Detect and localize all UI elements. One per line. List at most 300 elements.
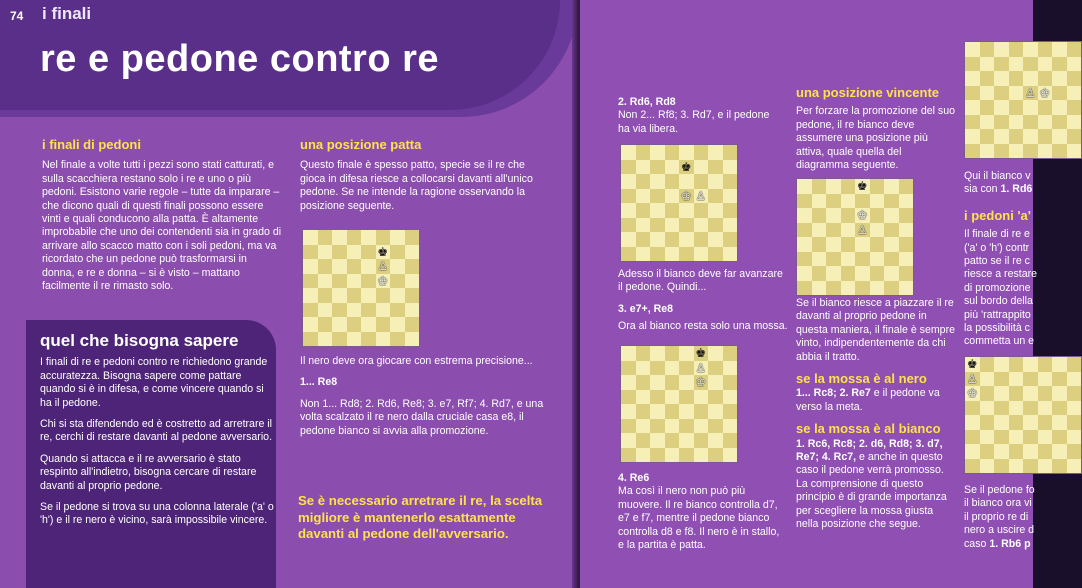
board-square bbox=[708, 375, 723, 390]
board-square bbox=[390, 317, 405, 332]
board-square bbox=[965, 129, 980, 144]
board-square bbox=[994, 42, 1009, 57]
board-square bbox=[980, 129, 995, 144]
black-king-icon: ♚ bbox=[856, 179, 868, 194]
board-square bbox=[1023, 386, 1038, 401]
board-square bbox=[870, 208, 885, 223]
board-square bbox=[332, 274, 347, 289]
text-cut-line: riesce a restare bbox=[964, 268, 1038, 281]
board-square bbox=[665, 160, 680, 175]
board-square bbox=[694, 174, 709, 189]
board-square bbox=[621, 160, 636, 175]
board-square bbox=[1023, 42, 1038, 57]
board-square bbox=[665, 218, 680, 233]
board-square bbox=[665, 361, 680, 376]
board-square bbox=[1052, 129, 1067, 144]
board-square bbox=[826, 208, 841, 223]
board-square bbox=[826, 281, 841, 296]
board-square bbox=[650, 174, 665, 189]
board-square bbox=[994, 129, 1009, 144]
board-square bbox=[1052, 100, 1067, 115]
board-square bbox=[1067, 129, 1082, 144]
chess-board-6 bbox=[964, 356, 1082, 474]
board-square bbox=[994, 372, 1009, 387]
board-square bbox=[797, 266, 812, 281]
board-square bbox=[965, 115, 980, 130]
board-square bbox=[636, 145, 651, 160]
board-square bbox=[1038, 129, 1053, 144]
text-winning-explanation: Se il bianco riesce a piazzare il re davanti al proprio pedone in questa maniera, il finale è sempre vinto, indipendentemente da chi abbia il tratto. bbox=[796, 297, 955, 363]
board-square bbox=[376, 259, 391, 274]
board-square bbox=[694, 145, 709, 160]
board-square bbox=[1038, 71, 1053, 86]
board-square bbox=[708, 189, 723, 204]
white-king-icon: ♔ bbox=[856, 208, 868, 223]
board-square bbox=[621, 404, 636, 419]
board-square bbox=[899, 237, 914, 252]
board-square bbox=[1023, 57, 1038, 72]
board-square bbox=[665, 375, 680, 390]
board-square bbox=[318, 245, 333, 260]
board-square bbox=[899, 252, 914, 267]
board-square bbox=[1023, 144, 1038, 159]
board-square bbox=[361, 288, 376, 303]
board-square bbox=[884, 194, 899, 209]
board-square bbox=[694, 404, 709, 419]
board-square bbox=[841, 179, 856, 194]
board-square bbox=[679, 145, 694, 160]
board-square bbox=[965, 415, 980, 430]
board-square bbox=[1067, 57, 1082, 72]
section-title: i finali bbox=[42, 4, 92, 23]
board-square bbox=[303, 230, 318, 245]
board-square bbox=[621, 419, 636, 434]
board-square bbox=[884, 237, 899, 252]
board-square bbox=[708, 448, 723, 463]
board-square bbox=[376, 245, 391, 260]
board-square bbox=[1009, 57, 1024, 72]
board-square bbox=[621, 247, 636, 262]
board-square bbox=[390, 259, 405, 274]
board-square bbox=[723, 361, 738, 376]
board-square bbox=[318, 303, 333, 318]
text-move-e7: Ora al bianco resta solo una mossa. bbox=[618, 320, 788, 333]
board-square bbox=[636, 160, 651, 175]
board-square bbox=[870, 252, 885, 267]
board-square bbox=[812, 252, 827, 267]
board-square bbox=[884, 281, 899, 296]
move-re8: 1... Re8 bbox=[300, 376, 338, 389]
board-square bbox=[1052, 115, 1067, 130]
board-square bbox=[665, 174, 680, 189]
board-square bbox=[694, 419, 709, 434]
board-square bbox=[679, 390, 694, 405]
board-square bbox=[665, 189, 680, 204]
board-square bbox=[708, 145, 723, 160]
board-square bbox=[797, 179, 812, 194]
board-square bbox=[1023, 129, 1038, 144]
board-square bbox=[723, 433, 738, 448]
board-square bbox=[855, 179, 870, 194]
board-square bbox=[650, 232, 665, 247]
board-square bbox=[694, 346, 709, 361]
board-square bbox=[980, 115, 995, 130]
board-square bbox=[621, 145, 636, 160]
board-square bbox=[679, 218, 694, 233]
board-square bbox=[318, 230, 333, 245]
middle-column bbox=[300, 138, 550, 221]
white-pawn-icon: ♙ bbox=[856, 222, 868, 237]
white-king-icon: ♔ bbox=[695, 375, 707, 390]
board-square bbox=[826, 252, 841, 267]
board-square bbox=[965, 144, 980, 159]
paragraph-drawn-intro: Questo finale è spesso patto, specie se il re che gioca in difesa riesce a collocarsi davanti all'unico pedone. Se ne intende la ragione osservando la posizione seguente. bbox=[300, 159, 533, 212]
board-square bbox=[826, 237, 841, 252]
board-square bbox=[1009, 357, 1024, 372]
board-square bbox=[1009, 144, 1024, 159]
board-square bbox=[347, 274, 362, 289]
board-square bbox=[965, 430, 980, 445]
text-move-re6: Ma così il nero non può più muovere. Il re bianco controlla d7, e7 e f7, mentre il pedone bianco controlla d8 e f8. Il nero è in stallo, e la partita è patta. bbox=[618, 485, 780, 552]
move-rd6: 2. Rd6, Rd8 bbox=[618, 96, 676, 108]
board-square bbox=[884, 208, 899, 223]
board-square bbox=[1067, 386, 1082, 401]
board-square bbox=[376, 303, 391, 318]
board-square bbox=[826, 223, 841, 238]
move-rb6-cut: 1. Rb6 p bbox=[989, 537, 1031, 550]
board-square bbox=[376, 288, 391, 303]
board-square bbox=[361, 303, 376, 318]
text-cut-line: il bianco ora vi bbox=[964, 497, 1032, 510]
board-square bbox=[812, 179, 827, 194]
board-square bbox=[636, 361, 651, 376]
board-square bbox=[797, 223, 812, 238]
board-square bbox=[694, 448, 709, 463]
chess-board-winning bbox=[796, 178, 914, 296]
board-square bbox=[708, 218, 723, 233]
board-square bbox=[390, 332, 405, 347]
board-square bbox=[1052, 144, 1067, 159]
board-square bbox=[1038, 100, 1053, 115]
heading-a-pawns: i pedoni 'a' bbox=[964, 207, 1031, 223]
board-square bbox=[812, 237, 827, 252]
board-square bbox=[636, 404, 651, 419]
board-square bbox=[332, 230, 347, 245]
board-square bbox=[855, 252, 870, 267]
board-square bbox=[708, 247, 723, 262]
board-square bbox=[665, 419, 680, 434]
board-square bbox=[1052, 401, 1067, 416]
board-square bbox=[347, 303, 362, 318]
board-square bbox=[1038, 42, 1053, 57]
board-square bbox=[665, 203, 680, 218]
board-square bbox=[1023, 444, 1038, 459]
board-square bbox=[650, 419, 665, 434]
white-pawn-icon: ♙ bbox=[377, 259, 389, 274]
board-square bbox=[636, 346, 651, 361]
board-square bbox=[361, 332, 376, 347]
black-king-icon: ♚ bbox=[966, 357, 978, 372]
text-cut-line: Qui il bianco v bbox=[964, 170, 1031, 182]
right-column-1-mid bbox=[618, 268, 788, 342]
board-square bbox=[1023, 372, 1038, 387]
board-square bbox=[723, 189, 738, 204]
board-square bbox=[303, 274, 318, 289]
board-square bbox=[665, 346, 680, 361]
board-square bbox=[723, 390, 738, 405]
board-square bbox=[405, 332, 420, 347]
board-square bbox=[694, 160, 709, 175]
board-square bbox=[1038, 386, 1053, 401]
text-winning-intro: Per forzare la promozione del suo pedone, il re bianco deve assumere una posizione più attiva, quale quella del diagramma seguente. bbox=[796, 105, 955, 172]
text-move-rd6: Non 2... Rf8; 3. Rd7, e il pedone ha via libera. bbox=[618, 109, 770, 135]
board-square bbox=[303, 288, 318, 303]
board-square bbox=[899, 194, 914, 209]
board-square bbox=[965, 100, 980, 115]
board-square bbox=[694, 218, 709, 233]
board-square bbox=[347, 332, 362, 347]
board-square bbox=[1067, 415, 1082, 430]
board-square bbox=[708, 232, 723, 247]
board-square bbox=[361, 259, 376, 274]
board-square bbox=[332, 332, 347, 347]
board-square bbox=[1009, 415, 1024, 430]
board-square bbox=[1052, 42, 1067, 57]
board-square bbox=[1067, 42, 1082, 57]
board-square bbox=[376, 230, 391, 245]
board-square bbox=[665, 232, 680, 247]
text-cut-line: più 'rattrappito bbox=[964, 308, 1031, 321]
board-square bbox=[405, 245, 420, 260]
board-square bbox=[855, 208, 870, 223]
right-column-3-lower bbox=[964, 484, 1054, 551]
heading-black-to-move: se la mossa è al nero bbox=[796, 371, 927, 387]
board-square bbox=[1052, 430, 1067, 445]
board-square bbox=[994, 100, 1009, 115]
board-square bbox=[994, 115, 1009, 130]
board-square bbox=[797, 208, 812, 223]
chess-board-5 bbox=[964, 41, 1082, 159]
board-square bbox=[1038, 86, 1053, 101]
move-e7: 3. e7+, Re8 bbox=[618, 302, 674, 315]
board-square bbox=[980, 444, 995, 459]
right-column-2-lower bbox=[796, 297, 956, 540]
board-square bbox=[303, 303, 318, 318]
board-square bbox=[841, 252, 856, 267]
board-square bbox=[980, 57, 995, 72]
board-square bbox=[899, 223, 914, 238]
board-square bbox=[965, 459, 980, 474]
board-square bbox=[694, 203, 709, 218]
board-square bbox=[708, 361, 723, 376]
board-square bbox=[723, 448, 738, 463]
board-square bbox=[621, 361, 636, 376]
board-square bbox=[841, 237, 856, 252]
board-square bbox=[841, 223, 856, 238]
board-square bbox=[841, 266, 856, 281]
chess-board-drawn bbox=[302, 229, 420, 347]
board-square bbox=[636, 247, 651, 262]
board-square bbox=[405, 274, 420, 289]
right-column-3 bbox=[964, 170, 1054, 349]
board-square bbox=[390, 303, 405, 318]
board-square bbox=[980, 459, 995, 474]
board-square bbox=[980, 86, 995, 101]
board-square bbox=[636, 419, 651, 434]
info-box-paragraph: Se il pedone si trova su una colonna laterale ('a' o 'h') e il re nero è vicino, sarà impossibile vincere. bbox=[40, 501, 274, 527]
board-square bbox=[965, 444, 980, 459]
board-square bbox=[980, 372, 995, 387]
board-square bbox=[1009, 86, 1024, 101]
board-square bbox=[694, 361, 709, 376]
board-square bbox=[694, 189, 709, 204]
info-box-paragraph: I finali di re e pedoni contro re richiedono grande accuratezza. Bisogna sapere come pattare quando si è in difesa, e come vincere quando si ha il pedone. bbox=[40, 356, 268, 409]
board-square bbox=[636, 203, 651, 218]
board-square bbox=[390, 230, 405, 245]
board-square bbox=[376, 317, 391, 332]
board-square bbox=[965, 401, 980, 416]
board-square bbox=[679, 160, 694, 175]
white-pawn-icon: ♙ bbox=[695, 188, 707, 203]
text-cut-line: sia con bbox=[964, 183, 1001, 196]
text-cut-line: caso bbox=[964, 537, 990, 550]
board-square bbox=[650, 346, 665, 361]
board-square bbox=[376, 274, 391, 289]
text-cut-line: sul bordo della bbox=[964, 295, 1033, 308]
board-square bbox=[636, 189, 651, 204]
text-black-to-move: e il pedone va verso la meta. bbox=[796, 387, 940, 413]
white-pawn-icon: ♙ bbox=[695, 360, 707, 375]
board-square bbox=[1009, 430, 1024, 445]
board-square bbox=[665, 247, 680, 262]
board-square bbox=[621, 174, 636, 189]
board-square bbox=[812, 223, 827, 238]
board-square bbox=[694, 375, 709, 390]
board-square bbox=[1023, 100, 1038, 115]
board-square bbox=[965, 372, 980, 387]
board-square bbox=[1038, 357, 1053, 372]
board-square bbox=[636, 390, 651, 405]
board-square bbox=[347, 259, 362, 274]
board-square bbox=[1009, 42, 1024, 57]
heading-winning-position: una posizione vincente bbox=[796, 85, 940, 100]
text-cut-line: Il finale di re e bbox=[964, 228, 1030, 241]
left-column bbox=[42, 138, 282, 301]
board-square bbox=[994, 459, 1009, 474]
board-square bbox=[405, 303, 420, 318]
board-square bbox=[980, 42, 995, 57]
board-square bbox=[1052, 459, 1067, 474]
text-white-to-move: e anche in questo caso il pedone verrà promosso. La comprensione di questo principio è di grande importanza per scegliere la mossa giusta nella posizione che segue. bbox=[796, 451, 947, 531]
board-square bbox=[723, 145, 738, 160]
board-square bbox=[679, 203, 694, 218]
board-square bbox=[708, 433, 723, 448]
board-square bbox=[870, 223, 885, 238]
board-square bbox=[899, 179, 914, 194]
text-cut-line: patto se il re c bbox=[964, 255, 1030, 268]
board-square bbox=[1009, 444, 1024, 459]
info-box-paragraph: Chi si sta difendendo ed è costretto ad arretrare il re, cerchi di restare davanti al pedone avversario. bbox=[40, 418, 273, 444]
board-square bbox=[884, 223, 899, 238]
board-square bbox=[679, 375, 694, 390]
board-square bbox=[347, 317, 362, 332]
page-number: 74 bbox=[10, 9, 24, 23]
board-square bbox=[694, 232, 709, 247]
board-square bbox=[621, 390, 636, 405]
middle-column-lower bbox=[300, 355, 552, 446]
board-square bbox=[723, 160, 738, 175]
board-square bbox=[1023, 115, 1038, 130]
board-square bbox=[650, 189, 665, 204]
board-square bbox=[332, 245, 347, 260]
board-square bbox=[1023, 357, 1038, 372]
board-square bbox=[621, 433, 636, 448]
board-square bbox=[797, 194, 812, 209]
board-square bbox=[650, 218, 665, 233]
board-square bbox=[994, 430, 1009, 445]
board-square bbox=[347, 288, 362, 303]
board-square bbox=[1052, 444, 1067, 459]
white-king-icon: ♔ bbox=[377, 273, 389, 288]
page-title: re e pedone contro re bbox=[40, 38, 440, 80]
board-square bbox=[797, 252, 812, 267]
board-square bbox=[650, 433, 665, 448]
board-square bbox=[318, 317, 333, 332]
board-square bbox=[1038, 372, 1053, 387]
board-square bbox=[621, 218, 636, 233]
white-king-icon: ♔ bbox=[680, 188, 692, 203]
board-square bbox=[1009, 459, 1024, 474]
board-square bbox=[812, 208, 827, 223]
board-square bbox=[723, 218, 738, 233]
board-square bbox=[1067, 430, 1082, 445]
move-re6: 4. Re6 bbox=[618, 472, 650, 484]
paragraph-pawn-endings: Nel finale a volte tutti i pezzi sono stati catturati, e sulla scacchiera restano solo i re e uno o più pedoni. Esistono varie regole – tutte da imparare – che dicono quali di questi finali possono essere vinti e quali conducono alla patta. È altamente improbabile che uno dei contendenti sia in grado di arrivare allo scacco matto con i soli pedoni, ma va ricordato che un pedone può trasformarsi in donna, e re e donna – si è visto – mattano facilmente il re rimasto solo. bbox=[42, 159, 282, 293]
board-square bbox=[694, 433, 709, 448]
board-square bbox=[636, 218, 651, 233]
board-square bbox=[994, 57, 1009, 72]
text-precision: Il nero deve ora giocare con estrema precisione... bbox=[300, 355, 533, 367]
board-square bbox=[1067, 100, 1082, 115]
board-square bbox=[650, 404, 665, 419]
board-square bbox=[679, 433, 694, 448]
text-move-explanation: Non 1... Rd8; 2. Rd6, Re8; 3. e7, Rf7; 4. Rd7, e una volta scalzato il re nero dalla cruciale casa e8, il pedone bianco si avvia alla promozione. bbox=[300, 397, 544, 437]
board-square bbox=[405, 288, 420, 303]
black-king-icon: ♚ bbox=[680, 159, 692, 174]
board-square bbox=[1009, 100, 1024, 115]
board-square bbox=[361, 274, 376, 289]
board-square bbox=[1009, 372, 1024, 387]
board-square bbox=[1052, 57, 1067, 72]
info-box-heading: quel che bisogna sapere bbox=[40, 331, 239, 350]
board-square bbox=[650, 390, 665, 405]
board-square bbox=[1009, 386, 1024, 401]
board-square bbox=[1052, 372, 1067, 387]
board-square bbox=[870, 237, 885, 252]
board-square bbox=[980, 71, 995, 86]
board-square bbox=[405, 230, 420, 245]
board-square bbox=[332, 317, 347, 332]
board-square bbox=[899, 266, 914, 281]
board-square bbox=[694, 247, 709, 262]
board-square bbox=[994, 415, 1009, 430]
board-square bbox=[636, 174, 651, 189]
board-square bbox=[965, 357, 980, 372]
board-square bbox=[812, 266, 827, 281]
board-square bbox=[1052, 357, 1067, 372]
board-square bbox=[994, 357, 1009, 372]
heading-pawn-endings: i finali di pedoni bbox=[42, 137, 141, 152]
